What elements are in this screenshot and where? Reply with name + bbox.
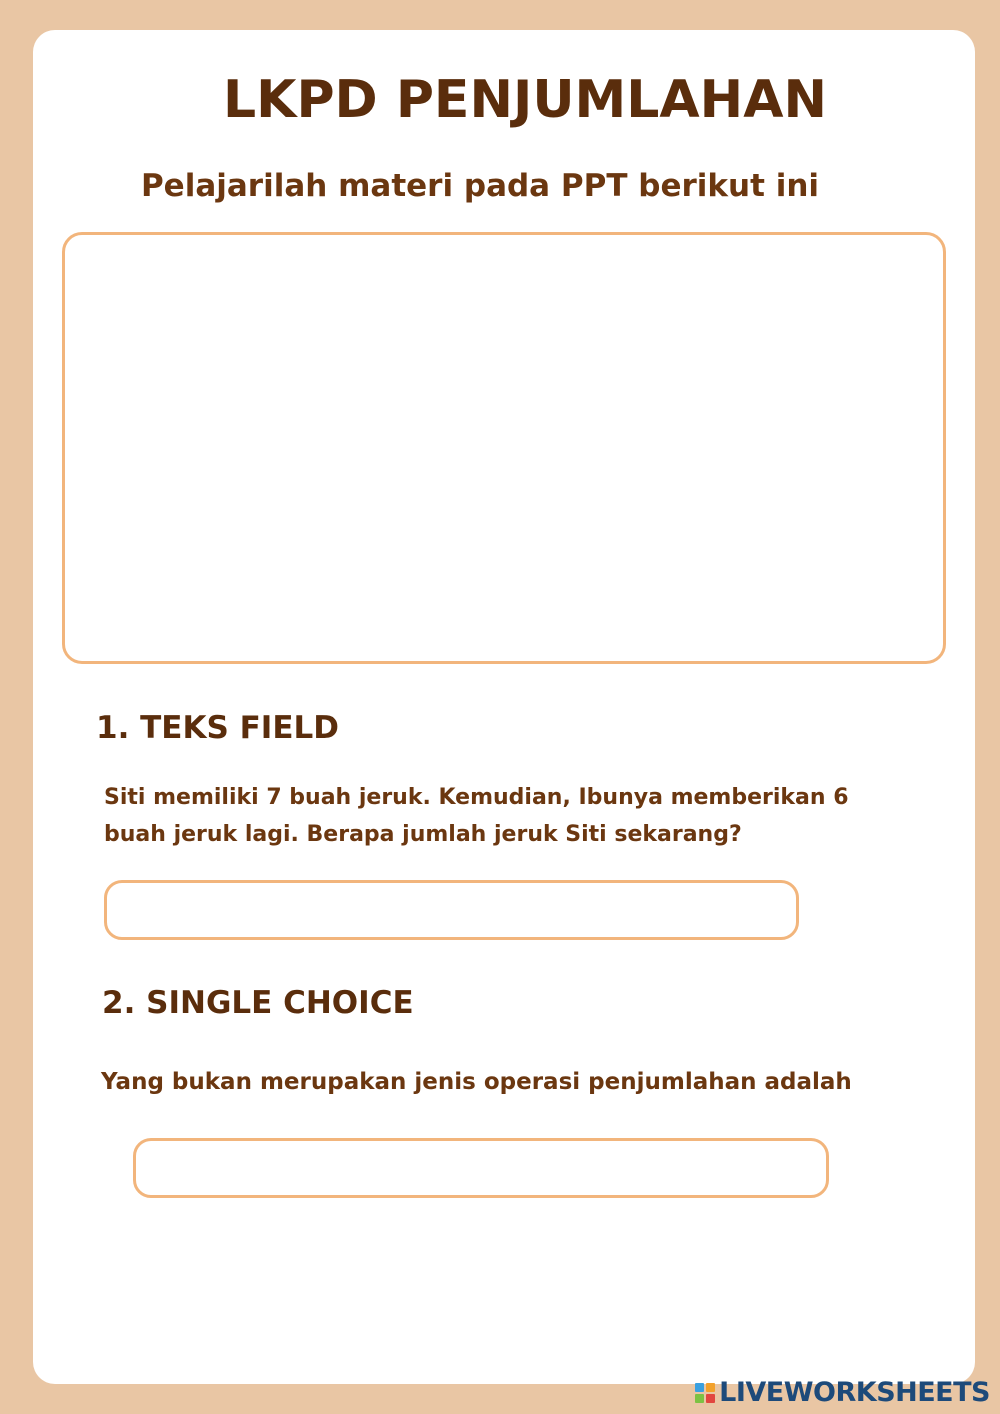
- liveworksheets-brand: [695, 1377, 990, 1408]
- logo-square-3: [695, 1394, 704, 1403]
- question-2-text: Yang bukan merupakan jenis operasi penjumlahan adalah: [101, 1069, 852, 1095]
- section-heading-single-choice: 2. SINGLE CHOICE: [102, 985, 414, 1021]
- ppt-embed-frame[interactable]: [62, 232, 946, 664]
- worksheet-subtitle: Pelajarilah materi pada PPT berikut ini: [140, 168, 820, 204]
- question-1-text: [104, 779, 904, 853]
- logo-square-2: [706, 1383, 715, 1392]
- answer-1-text-field[interactable]: [104, 880, 799, 940]
- answer-2-choice-field[interactable]: [133, 1138, 829, 1198]
- question-1-line-1: Siti memiliki 7 buah jeruk. Kemudian, Ibunya memberikan 6: [104, 785, 849, 810]
- logo-square-4: [706, 1394, 715, 1403]
- section-heading-text-field: 1. TEKS FIELD: [96, 710, 339, 746]
- liveworksheets-logo-icon: [695, 1383, 715, 1403]
- brand-name: LIVEWORKSHEETS: [719, 1377, 990, 1408]
- worksheet-title: LKPD PENJUMLAHAN: [223, 70, 827, 130]
- question-1-line-2: buah jeruk lagi. Berapa jumlah jeruk Siti sekarang?: [104, 822, 742, 847]
- logo-square-1: [695, 1383, 704, 1392]
